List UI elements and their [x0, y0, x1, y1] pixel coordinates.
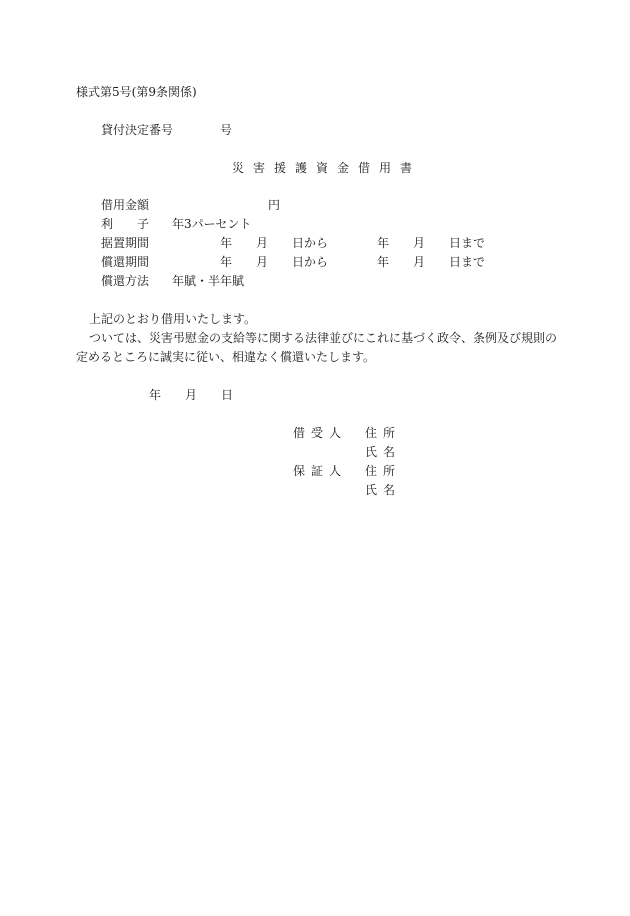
repay-start-year: 年 — [220, 255, 233, 269]
grace-end-month: 月 — [413, 236, 426, 250]
guarantor-label: 保証人 — [293, 464, 348, 478]
repayment-method-label: 償還方法 — [101, 274, 150, 288]
body-line-2: ついては、災害弔慰金の支給等に関する法律並びにこれに基づく政令、条例及び規則の — [89, 331, 558, 345]
guarantor-address-label: 住所 — [365, 464, 402, 478]
grace-start-year: 年 — [220, 236, 233, 250]
repay-end-day: 日まで — [449, 255, 486, 269]
grace-period-label: 据置期間 — [101, 236, 150, 250]
interest-label-second: 子 — [137, 217, 150, 231]
form-number: 様式第5号(第9条関係) — [76, 85, 197, 99]
repay-start-day: 日から — [292, 255, 329, 269]
borrower-address-label: 住所 — [365, 426, 402, 440]
grace-end-year: 年 — [377, 236, 390, 250]
decision-number-label: 貸付決定番号 — [101, 123, 174, 137]
repayment-period-label: 償還期間 — [101, 255, 150, 269]
interest-label-first: 利 — [101, 217, 114, 231]
repay-end-month: 月 — [413, 255, 426, 269]
date-year: 年 — [149, 388, 162, 402]
borrower-label: 借受人 — [293, 426, 348, 440]
amount-label: 借用金額 — [101, 198, 150, 212]
decision-number-suffix: 号 — [220, 123, 233, 137]
body-line-1: 上記のとおり借用いたします。 — [89, 312, 257, 326]
grace-start-month: 月 — [256, 236, 269, 250]
repay-start-month: 月 — [256, 255, 269, 269]
repayment-method-value: 年賦・半年賦 — [172, 274, 245, 288]
date-month: 月 — [185, 388, 198, 402]
document-title: 災害援護資金借用書 — [232, 161, 422, 175]
borrower-name-label: 氏名 — [365, 445, 402, 459]
interest-value: 年3パーセント — [172, 217, 252, 231]
amount-unit: 円 — [268, 198, 281, 212]
guarantor-name-label: 氏名 — [365, 483, 402, 497]
grace-end-day: 日まで — [449, 236, 486, 250]
body-line-3: 定めるところに誠実に従い、相違なく償還いたします。 — [76, 350, 376, 364]
repay-end-year: 年 — [377, 255, 390, 269]
date-day: 日 — [221, 388, 234, 402]
grace-start-day: 日から — [292, 236, 329, 250]
